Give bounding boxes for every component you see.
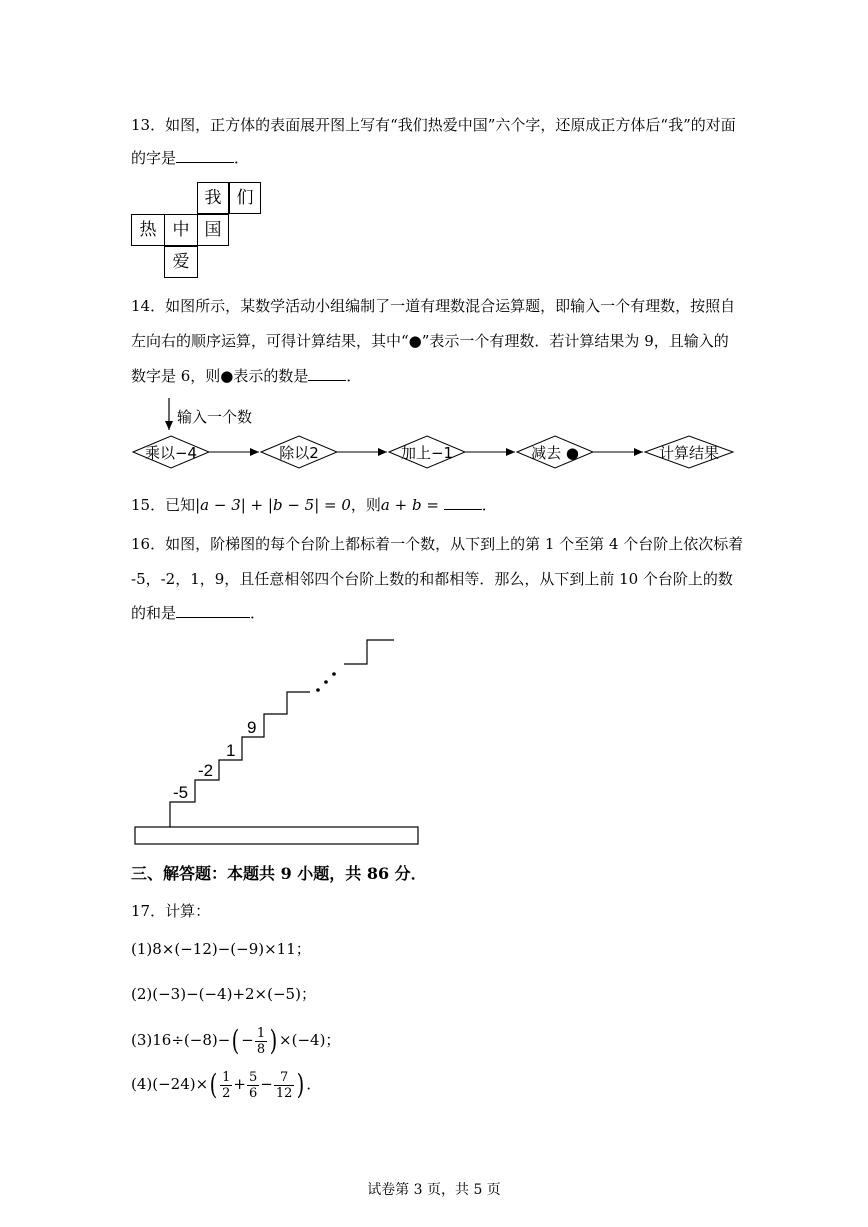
q16-line3 — [131, 603, 265, 623]
q14-prefix: 数字是 6，则●表示的数是 — [131, 367, 309, 385]
fraction-1-2 — [220, 1070, 232, 1101]
step-label-4: 9 — [247, 718, 257, 737]
ellipsis-dot-1 — [316, 688, 320, 692]
paren-close: ) — [269, 1024, 278, 1057]
net-cell-men: 们 — [229, 182, 261, 214]
q14-suffix: ． — [346, 367, 362, 385]
q16-suffix: ． — [250, 604, 266, 622]
step-label-3: 1 — [226, 741, 236, 760]
frac-num: 1 — [222, 1069, 231, 1085]
q13-suffix: ． — [234, 149, 250, 167]
q13-line2 — [131, 148, 249, 168]
q16-line1: 16．如图，阶梯图的每个台阶上都标着一个数，从下到上的第 1 个至第 4 个台阶上依次标着 — [131, 535, 744, 553]
q17-title: 17．计算： — [131, 902, 211, 920]
section-3-heading: 三、解答题：本题共 9 小题，共 86 分． — [131, 864, 427, 883]
frac-den: 6 — [248, 1085, 258, 1101]
q14-line3 — [131, 366, 361, 386]
q16-answer-blank — [176, 603, 250, 618]
q15-prefix: 15．已知 — [131, 496, 196, 514]
net-cell-wo: 我 — [197, 182, 229, 214]
q17-part2: (2)(−3)−(−4)+2×(−5)； — [131, 985, 316, 1003]
q14-answer-blank — [308, 366, 346, 381]
q14-line1: 14．如图所示，某数学活动小组编制了一道有理数混合运算题，即输入一个有理数，按照自 — [131, 297, 736, 315]
step-label-2: -2 — [198, 761, 214, 780]
frac-num: 1 — [256, 1025, 266, 1041]
q15-ask: a + b = — [380, 496, 439, 514]
step-label-3: 加上−1 — [400, 444, 454, 462]
frac-num: 7 — [274, 1070, 295, 1086]
staircase-steps — [170, 692, 310, 827]
q17-part3-lead: (3)16÷(−8)− — [131, 1031, 231, 1049]
q15-expression: |a − 3| + |b − 5| = 0 — [195, 496, 351, 514]
q17-part4: (4)(−24)×( $\frac{1}{2}$ + $\frac{5}{6}$ − $\frac{7}{12}$ ) ． — [131, 1068, 322, 1101]
frac-den: 8 — [256, 1041, 266, 1057]
ellipsis-dot-2 — [324, 680, 328, 684]
q13-line1: 13．如图，正方体的表面展开图上写有“我们热爱中国”六个字，还原成正方体后“我”的对面 — [131, 116, 736, 134]
ellipsis-dot-3 — [332, 672, 336, 676]
staircase-base — [135, 827, 418, 844]
frac-den: 12 — [275, 1085, 293, 1101]
q16-prefix: 的和是 — [131, 604, 177, 622]
q16-line2: -5，-2，1，9，且任意相邻四个台阶上数的和都相等．那么，从下到上前 10 个台阶上的数 — [131, 570, 733, 588]
step-label-1: 乘以−4 — [144, 444, 198, 462]
step-label-4: 减去 ● — [531, 444, 579, 462]
paren-open: ( — [209, 1068, 218, 1101]
paren-open: ( — [231, 1024, 240, 1057]
step-label-1: -5 — [173, 783, 189, 802]
fraction-5-6 — [247, 1070, 259, 1101]
frac-den: 2 — [222, 1085, 231, 1101]
flowchart — [125, 392, 745, 474]
q17-part1: (1)8×(−12)−(−9)×11； — [131, 940, 311, 958]
fraction-7-12 — [274, 1070, 295, 1101]
frac-num: 5 — [248, 1069, 258, 1085]
q17-part3 — [131, 1022, 340, 1058]
net-cell-re: 热 — [131, 214, 165, 246]
staircase-top-steps — [344, 640, 394, 664]
q17-part4-end: ． — [306, 1075, 322, 1093]
input-label: 输入一个数 — [177, 408, 253, 426]
q13-prefix: 的字是 — [131, 149, 177, 167]
result-label: 计算结果 — [658, 444, 720, 462]
step-label-2: 除以2 — [279, 444, 319, 462]
q15-suffix: ． — [481, 496, 497, 514]
q13-answer-blank — [176, 148, 234, 163]
page-footer: 试卷第 3 页，共 5 页 — [367, 1182, 501, 1198]
q15-mid: ，则 — [350, 496, 381, 514]
paren-close: ) — [297, 1068, 305, 1101]
q17-part3-neg: − — [241, 1031, 254, 1049]
q15-line — [131, 495, 497, 515]
net-cell-guo: 国 — [197, 214, 229, 246]
fraction-1-8 — [255, 1026, 267, 1057]
q17-part3-tail: ×(−4)； — [279, 1031, 341, 1049]
q14-line2: 左向右的顺序运算，可得计算结果，其中“●”表示一个有理数．若计算结果为 9，且输入的 — [131, 332, 729, 350]
net-cell-ai: 爱 — [164, 246, 198, 278]
q17-part4-lead: (4)(−24)× — [131, 1075, 209, 1093]
staircase-figure — [130, 632, 430, 850]
q15-answer-blank — [444, 495, 482, 510]
net-cell-zhong: 中 — [164, 214, 198, 246]
